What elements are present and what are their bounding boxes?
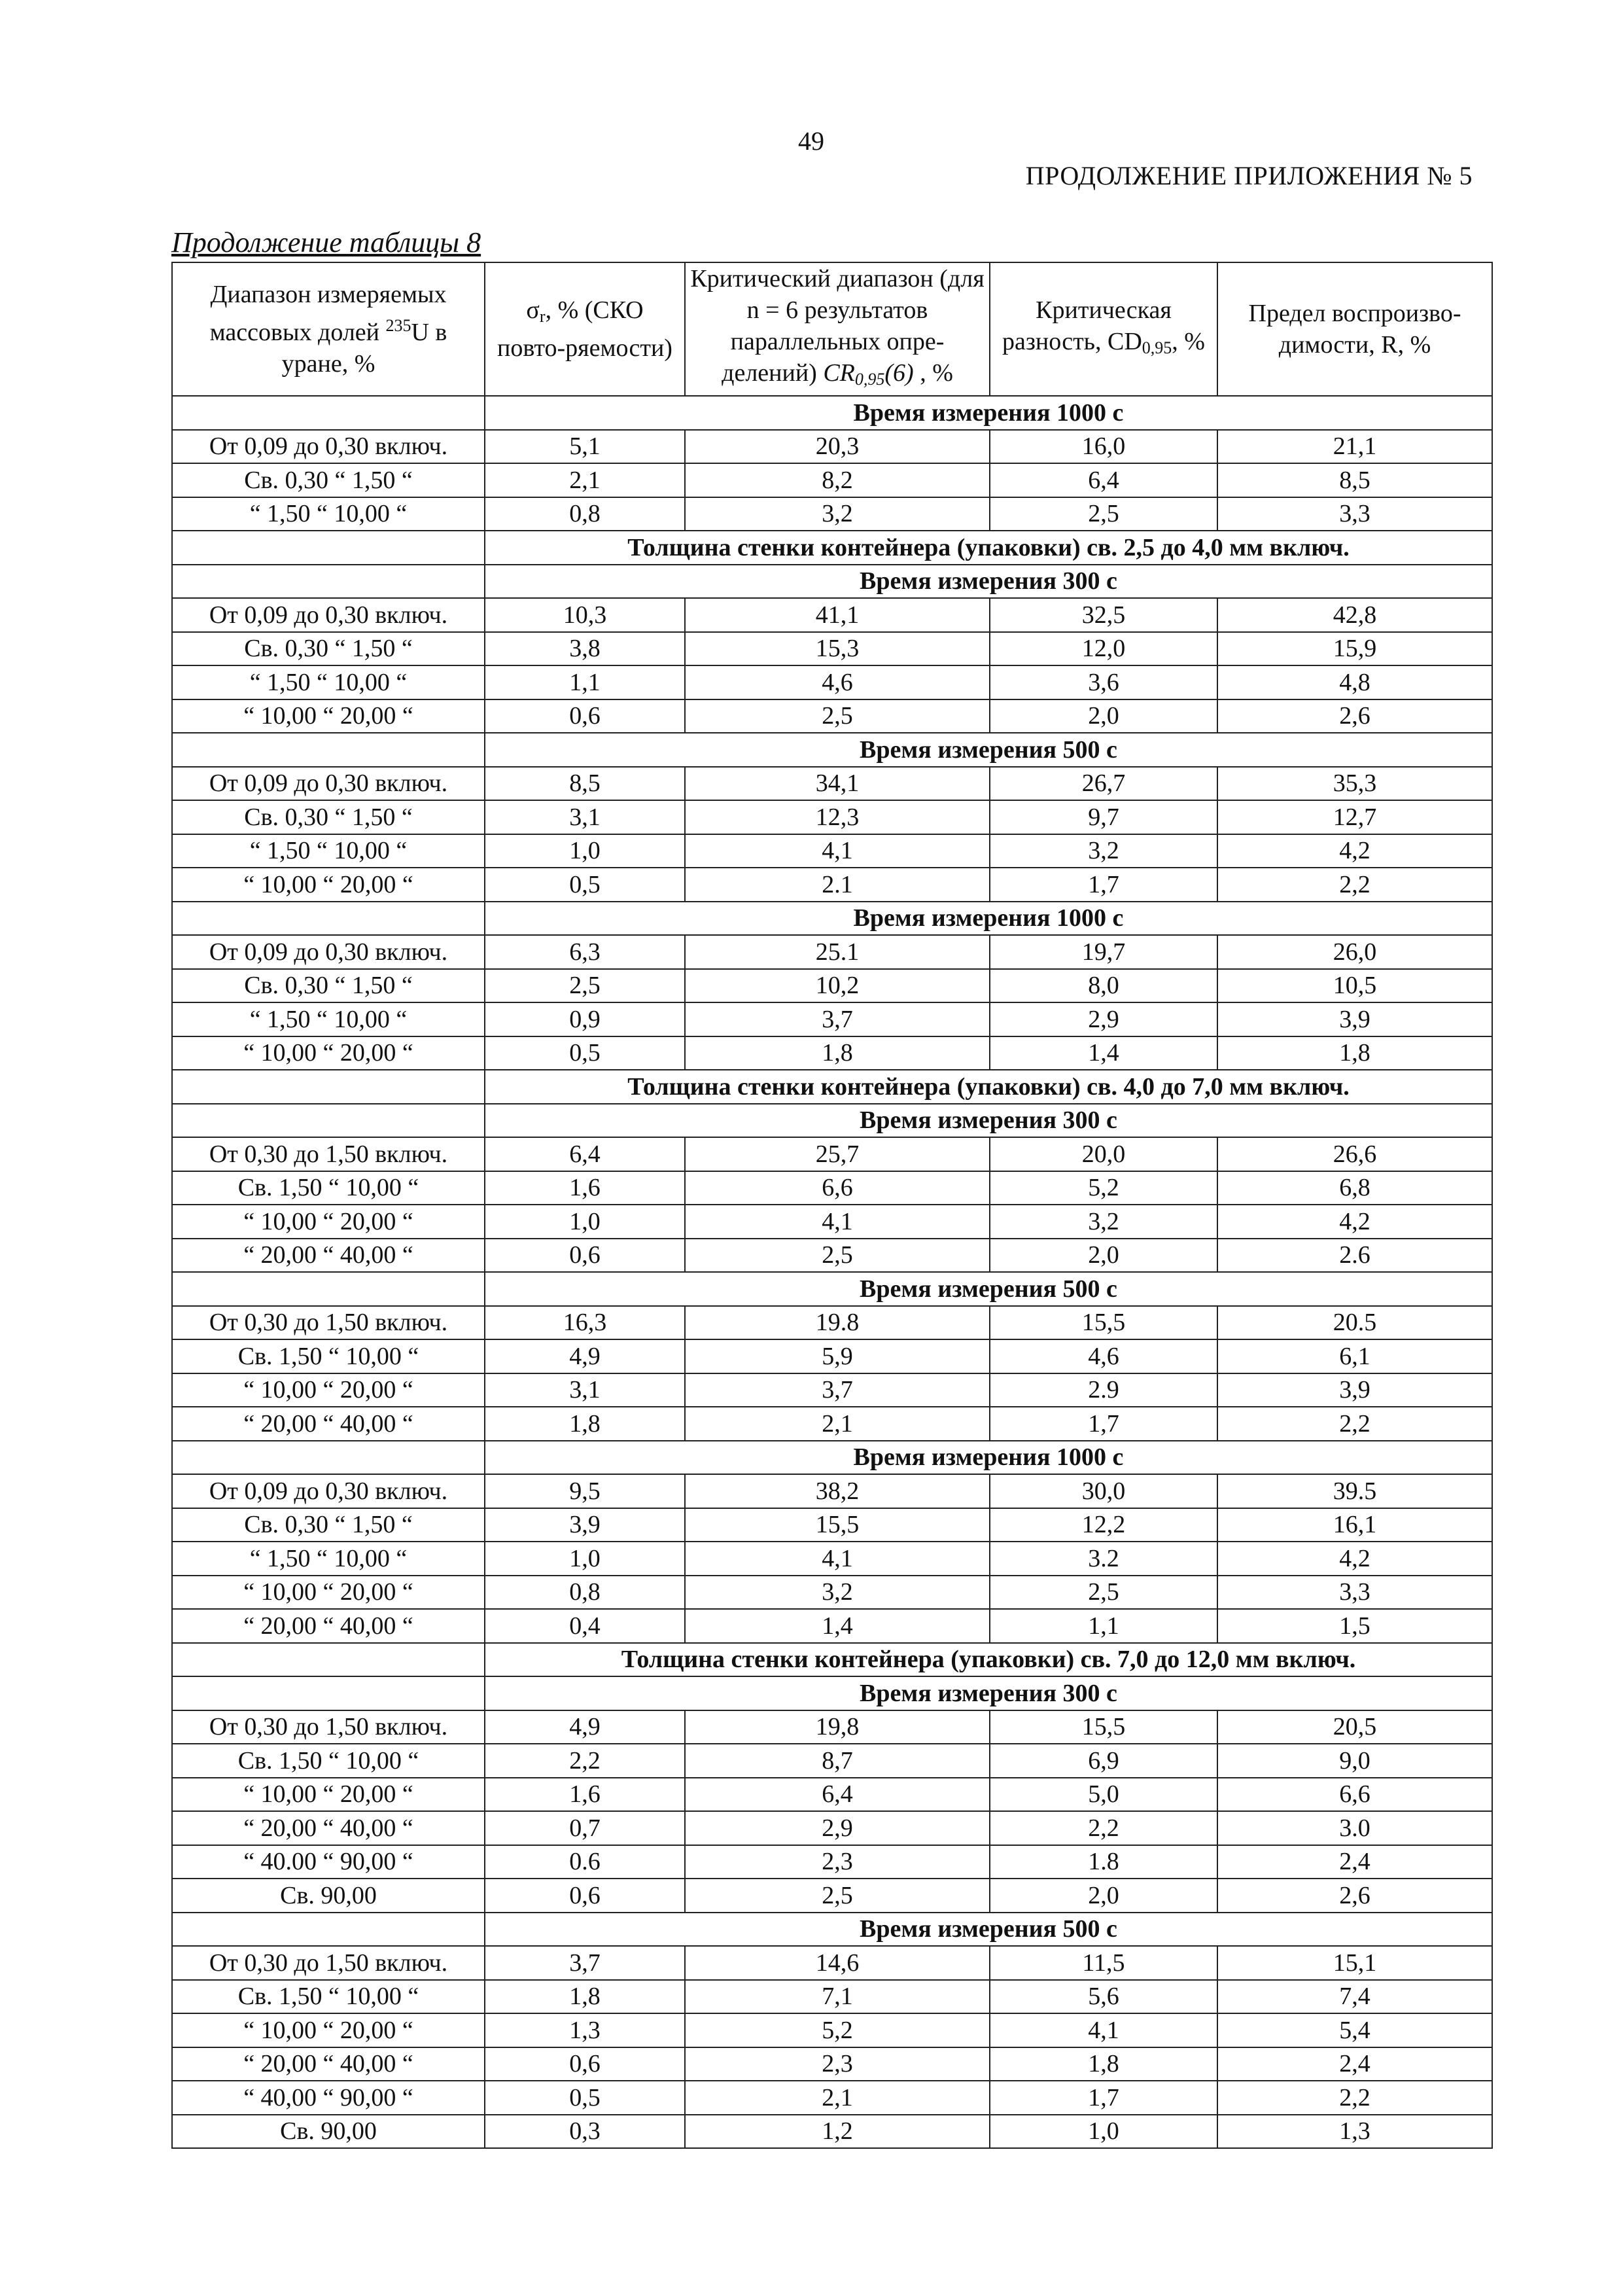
r-cell: 4,2 <box>1217 834 1492 868</box>
sr-cell: 3,9 <box>485 1508 685 1542</box>
cr-cell: 2,5 <box>685 1239 990 1273</box>
section-header-row <box>172 531 1492 565</box>
r-cell: 26,6 <box>1217 1137 1492 1171</box>
r-cell: 3.0 <box>1217 1811 1492 1845</box>
sr-cell: 1,8 <box>485 1407 685 1441</box>
wall-thickness-title: Толщина стенки контейнера (упаковки) св. 7,0 до 12,0 мм включ. <box>485 1643 1492 1677</box>
measurement-time-title: Время измерения 300 с <box>485 565 1492 599</box>
cd-cell: 2,5 <box>990 1576 1217 1610</box>
measurement-time-row <box>172 1913 1492 1947</box>
cd-cell: 1,7 <box>990 868 1217 902</box>
table-row <box>172 699 1492 733</box>
cd-cell: 2,9 <box>990 1002 1217 1036</box>
r-cell: 1,5 <box>1217 1609 1492 1643</box>
cd-cell: 1,0 <box>990 2115 1217 2149</box>
cr-cell: 7,1 <box>685 1980 990 2014</box>
range-cell: “ 10,00 “ 20,00 “ <box>172 2013 485 2047</box>
cd-cell: 8,0 <box>990 969 1217 1003</box>
cd-cell: 16,0 <box>990 430 1217 464</box>
cd-cell: 15,5 <box>990 1306 1217 1340</box>
range-cell: “ 20,00 “ 40,00 “ <box>172 1407 485 1441</box>
cr-cell: 2,5 <box>685 699 990 733</box>
range-cell: Св. 1,50 “ 10,00 “ <box>172 1744 485 1778</box>
range-cell: От 0,30 до 1,50 включ. <box>172 1710 485 1744</box>
table-row <box>172 2115 1492 2149</box>
sr-cell: 0,6 <box>485 1879 685 1913</box>
cd-cell: 1,1 <box>990 1609 1217 1643</box>
r-cell: 3,3 <box>1217 1576 1492 1610</box>
cr-cell: 1,4 <box>685 1609 990 1643</box>
r-cell: 12,7 <box>1217 800 1492 834</box>
cd-cell: 19,7 <box>990 935 1217 969</box>
cd-cell: 2,2 <box>990 1811 1217 1845</box>
cr-cell: 38,2 <box>685 1474 990 1508</box>
range-cell: “ 1,50 “ 10,00 “ <box>172 497 485 531</box>
cr-cell: 25,7 <box>685 1137 990 1171</box>
table-row <box>172 868 1492 902</box>
sr-cell: 4,9 <box>485 1710 685 1744</box>
range-cell: Св. 1,50 “ 10,00 “ <box>172 1980 485 2014</box>
cr-cell: 19,8 <box>685 1710 990 1744</box>
cr-cell: 2,1 <box>685 2081 990 2115</box>
precision-table <box>171 262 1493 2149</box>
table-row <box>172 2013 1492 2047</box>
measurement-time-title: Время измерения 500 с <box>485 733 1492 767</box>
sr-cell: 1,6 <box>485 1171 685 1205</box>
cr-cell: 8,7 <box>685 1744 990 1778</box>
r-cell: 2,2 <box>1217 1407 1492 1441</box>
r-cell: 26,0 <box>1217 935 1492 969</box>
range-cell: Св. 1,50 “ 10,00 “ <box>172 1171 485 1205</box>
range-cell: “ 40.00 “ 90,00 “ <box>172 1845 485 1879</box>
r-cell: 10,5 <box>1217 969 1492 1003</box>
empty-cell <box>172 396 485 430</box>
empty-cell <box>172 1441 485 1475</box>
cr-cell: 12,3 <box>685 800 990 834</box>
sr-cell: 1,1 <box>485 665 685 699</box>
r-cell: 7,4 <box>1217 1980 1492 2014</box>
r-cell: 6,6 <box>1217 1778 1492 1812</box>
sr-cell: 6,3 <box>485 935 685 969</box>
empty-cell <box>172 565 485 599</box>
r-cell: 20,5 <box>1217 1710 1492 1744</box>
table-row <box>172 1542 1492 1576</box>
cr-cell: 2.1 <box>685 868 990 902</box>
table-row <box>172 1710 1492 1744</box>
sr-cell: 0,4 <box>485 1609 685 1643</box>
sr-cell: 2,1 <box>485 463 685 497</box>
cd-cell: 1,8 <box>990 2047 1217 2081</box>
range-cell: Св. 0,30 “ 1,50 “ <box>172 969 485 1003</box>
range-cell: От 0,30 до 1,50 включ. <box>172 1137 485 1171</box>
cd-cell: 1.8 <box>990 1845 1217 1879</box>
r-cell: 35,3 <box>1217 767 1492 801</box>
cr-cell: 14,6 <box>685 1946 990 1980</box>
range-cell: “ 1,50 “ 10,00 “ <box>172 1002 485 1036</box>
cr-cell: 3,2 <box>685 497 990 531</box>
empty-cell <box>172 1070 485 1104</box>
r-cell: 2.6 <box>1217 1239 1492 1273</box>
cr-cell: 2,3 <box>685 2047 990 2081</box>
range-cell: “ 10,00 “ 20,00 “ <box>172 699 485 733</box>
table-row <box>172 430 1492 464</box>
measurement-time-row <box>172 1441 1492 1475</box>
table-row <box>172 1002 1492 1036</box>
cr-cell: 41,1 <box>685 598 990 632</box>
empty-cell <box>172 902 485 936</box>
sr-cell: 0,5 <box>485 868 685 902</box>
cr-cell: 3,2 <box>685 1576 990 1610</box>
r-cell: 2,2 <box>1217 2081 1492 2115</box>
sr-cell: 3,1 <box>485 800 685 834</box>
table-row <box>172 1474 1492 1508</box>
table-caption: Продолжение таблицы 8 <box>171 226 481 258</box>
cd-cell: 6,9 <box>990 1744 1217 1778</box>
empty-cell <box>172 1104 485 1138</box>
cr-cell: 5,2 <box>685 2013 990 2047</box>
sr-cell: 1,6 <box>485 1778 685 1812</box>
r-cell: 3,9 <box>1217 1002 1492 1036</box>
r-cell: 3,3 <box>1217 497 1492 531</box>
cd-cell: 3.2 <box>990 1542 1217 1576</box>
r-cell: 2,6 <box>1217 1879 1492 1913</box>
cr-cell: 2,9 <box>685 1811 990 1845</box>
cd-cell: 1,7 <box>990 1407 1217 1441</box>
r-cell: 15,1 <box>1217 1946 1492 1980</box>
table-row <box>172 2047 1492 2081</box>
r-cell: 20.5 <box>1217 1306 1492 1340</box>
measurement-time-title: Время измерения 500 с <box>485 1913 1492 1947</box>
table-row <box>172 1778 1492 1812</box>
range-cell: “ 10,00 “ 20,00 “ <box>172 1373 485 1407</box>
range-cell: Св. 0,30 “ 1,50 “ <box>172 463 485 497</box>
table-row <box>172 1811 1492 1845</box>
r-cell: 2,2 <box>1217 868 1492 902</box>
range-cell: “ 10,00 “ 20,00 “ <box>172 1205 485 1239</box>
cr-cell: 34,1 <box>685 767 990 801</box>
table-row <box>172 1373 1492 1407</box>
table-row <box>172 1879 1492 1913</box>
range-cell: Св. 90,00 <box>172 1879 485 1913</box>
cd-cell: 2,0 <box>990 1879 1217 1913</box>
cd-cell: 1,7 <box>990 2081 1217 2115</box>
sr-cell: 2,2 <box>485 1744 685 1778</box>
range-cell: “ 20,00 “ 40,00 “ <box>172 1239 485 1273</box>
sr-cell: 0.6 <box>485 1845 685 1879</box>
table-header-row <box>172 262 1492 396</box>
sr-cell: 2,5 <box>485 969 685 1003</box>
sr-cell: 3,1 <box>485 1373 685 1407</box>
r-cell: 15,9 <box>1217 632 1492 666</box>
cd-cell: 15,5 <box>990 1710 1217 1744</box>
empty-cell <box>172 1676 485 1710</box>
header-reproducibility-limit: Предел воспроизво-димости, R, % <box>1217 262 1492 396</box>
table-row <box>172 834 1492 868</box>
table-row <box>172 1306 1492 1340</box>
sr-cell: 3,7 <box>485 1946 685 1980</box>
table-row <box>172 463 1492 497</box>
range-cell: От 0,09 до 0,30 включ. <box>172 767 485 801</box>
table-row <box>172 1407 1492 1441</box>
empty-cell <box>172 1272 485 1306</box>
cd-cell: 2.9 <box>990 1373 1217 1407</box>
page-number: 49 <box>798 126 824 156</box>
cr-cell: 20,3 <box>685 430 990 464</box>
cd-cell: 4,6 <box>990 1339 1217 1373</box>
measurement-time-title: Время измерения 300 с <box>485 1104 1492 1138</box>
table-body <box>172 396 1492 2148</box>
sr-cell: 6,4 <box>485 1137 685 1171</box>
section-header-row <box>172 1643 1492 1677</box>
range-cell: От 0,30 до 1,50 включ. <box>172 1946 485 1980</box>
measurement-time-title: Время измерения 1000 с <box>485 1441 1492 1475</box>
table-row <box>172 800 1492 834</box>
cr-cell: 15,3 <box>685 632 990 666</box>
sr-cell: 5,1 <box>485 430 685 464</box>
range-cell: “ 10,00 “ 20,00 “ <box>172 1036 485 1070</box>
measurement-time-title: Время измерения 500 с <box>485 1272 1492 1306</box>
range-cell: От 0,09 до 0,30 включ. <box>172 935 485 969</box>
table-row <box>172 2081 1492 2115</box>
r-cell: 39.5 <box>1217 1474 1492 1508</box>
cr-cell: 4,1 <box>685 834 990 868</box>
r-cell: 3,9 <box>1217 1373 1492 1407</box>
sr-cell: 0,6 <box>485 699 685 733</box>
table-row <box>172 598 1492 632</box>
range-cell: Св. 1,50 “ 10,00 “ <box>172 1339 485 1373</box>
cd-cell: 11,5 <box>990 1946 1217 1980</box>
sr-cell: 1,0 <box>485 834 685 868</box>
measurement-time-title: Время измерения 1000 с <box>485 396 1492 430</box>
table-row <box>172 1137 1492 1171</box>
table-row <box>172 1609 1492 1643</box>
cd-cell: 2,0 <box>990 1239 1217 1273</box>
empty-cell <box>172 531 485 565</box>
cr-cell: 1,2 <box>685 2115 990 2149</box>
cr-cell: 19.8 <box>685 1306 990 1340</box>
cr-cell: 4,1 <box>685 1205 990 1239</box>
measurement-time-row <box>172 1104 1492 1138</box>
cd-cell: 4,1 <box>990 2013 1217 2047</box>
measurement-time-title: Время измерения 1000 с <box>485 902 1492 936</box>
range-cell: Св. 0,30 “ 1,50 “ <box>172 632 485 666</box>
sr-cell: 16,3 <box>485 1306 685 1340</box>
r-cell: 6,8 <box>1217 1171 1492 1205</box>
sr-cell: 0,8 <box>485 1576 685 1610</box>
range-cell: “ 10,00 “ 20,00 “ <box>172 868 485 902</box>
cd-cell: 5,6 <box>990 1980 1217 2014</box>
r-cell: 16,1 <box>1217 1508 1492 1542</box>
table-row <box>172 935 1492 969</box>
r-cell: 2,4 <box>1217 2047 1492 2081</box>
empty-cell <box>172 1913 485 1947</box>
range-cell: От 0,09 до 0,30 включ. <box>172 598 485 632</box>
sr-cell: 0,7 <box>485 1811 685 1845</box>
empty-cell <box>172 733 485 767</box>
cr-cell: 25.1 <box>685 935 990 969</box>
cr-cell: 8,2 <box>685 463 990 497</box>
table-row <box>172 665 1492 699</box>
table-row <box>172 497 1492 531</box>
range-cell: “ 1,50 “ 10,00 “ <box>172 665 485 699</box>
sr-cell: 9,5 <box>485 1474 685 1508</box>
table-row <box>172 1508 1492 1542</box>
cd-cell: 12,2 <box>990 1508 1217 1542</box>
sr-cell: 3,8 <box>485 632 685 666</box>
sr-cell: 1,8 <box>485 1980 685 2014</box>
table-row <box>172 1576 1492 1610</box>
table-row <box>172 1339 1492 1373</box>
r-cell: 1,8 <box>1217 1036 1492 1070</box>
range-cell: Св. 90,00 <box>172 2115 485 2149</box>
range-cell: От 0,09 до 0,30 включ. <box>172 1474 485 1508</box>
r-cell: 5,4 <box>1217 2013 1492 2047</box>
range-cell: “ 40,00 “ 90,00 “ <box>172 2081 485 2115</box>
range-cell: Св. 0,30 “ 1,50 “ <box>172 1508 485 1542</box>
cr-cell: 10,2 <box>685 969 990 1003</box>
cd-cell: 1,4 <box>990 1036 1217 1070</box>
range-cell: “ 1,50 “ 10,00 “ <box>172 834 485 868</box>
wall-thickness-title: Толщина стенки контейнера (упаковки) св. 2,5 до 4,0 мм включ. <box>485 531 1492 565</box>
measurement-time-title: Время измерения 300 с <box>485 1676 1492 1710</box>
table-row <box>172 1946 1492 1980</box>
sr-cell: 1,0 <box>485 1205 685 1239</box>
cr-cell: 4,6 <box>685 665 990 699</box>
sr-cell: 8,5 <box>485 767 685 801</box>
cr-cell: 4,1 <box>685 1542 990 1576</box>
cd-cell: 12,0 <box>990 632 1217 666</box>
cr-cell: 1,8 <box>685 1036 990 1070</box>
cr-cell: 15,5 <box>685 1508 990 1542</box>
table-row <box>172 767 1492 801</box>
sr-cell: 0,8 <box>485 497 685 531</box>
appendix-header: ПРОДОЛЖЕНИЕ ПРИЛОЖЕНИЯ № 5 <box>1025 161 1473 190</box>
cr-cell: 2,3 <box>685 1845 990 1879</box>
header-critical-difference: Критическая разность, $CD_{0,95}$, % <box>990 262 1217 396</box>
measurement-time-row <box>172 1676 1492 1710</box>
table-row <box>172 1980 1492 2014</box>
table-row <box>172 969 1492 1003</box>
cd-cell: 26,7 <box>990 767 1217 801</box>
cd-cell: 30,0 <box>990 1474 1217 1508</box>
cr-cell: 2,5 <box>685 1879 990 1913</box>
cd-cell: 9,7 <box>990 800 1217 834</box>
cd-cell: 3,6 <box>990 665 1217 699</box>
r-cell: 9,0 <box>1217 1744 1492 1778</box>
r-cell: 4,2 <box>1217 1205 1492 1239</box>
range-cell: “ 10,00 “ 20,00 “ <box>172 1576 485 1610</box>
table-row <box>172 1171 1492 1205</box>
sr-cell: 4,9 <box>485 1339 685 1373</box>
range-cell: “ 1,50 “ 10,00 “ <box>172 1542 485 1576</box>
wall-thickness-title: Толщина стенки контейнера (упаковки) св. 4,0 до 7,0 мм включ. <box>485 1070 1492 1104</box>
measurement-time-row <box>172 733 1492 767</box>
range-cell: Св. 0,30 “ 1,50 “ <box>172 800 485 834</box>
range-cell: От 0,30 до 1,50 включ. <box>172 1306 485 1340</box>
cd-cell: 2,0 <box>990 699 1217 733</box>
table-row <box>172 1239 1492 1273</box>
r-cell: 4,8 <box>1217 665 1492 699</box>
cd-cell: 5,0 <box>990 1778 1217 1812</box>
table-row <box>172 1205 1492 1239</box>
sr-cell: 0,3 <box>485 2115 685 2149</box>
measurement-time-row <box>172 902 1492 936</box>
r-cell: 21,1 <box>1217 430 1492 464</box>
r-cell: 2,6 <box>1217 699 1492 733</box>
cd-cell: 20,0 <box>990 1137 1217 1171</box>
measurement-time-row <box>172 1272 1492 1306</box>
cr-cell: 6,6 <box>685 1171 990 1205</box>
sr-cell: 0,6 <box>485 1239 685 1273</box>
cd-cell: 2,5 <box>990 497 1217 531</box>
sr-cell: 0,6 <box>485 2047 685 2081</box>
cd-cell: 5,2 <box>990 1171 1217 1205</box>
cr-cell: 3,7 <box>685 1002 990 1036</box>
cd-cell: 6,4 <box>990 463 1217 497</box>
r-cell: 4,2 <box>1217 1542 1492 1576</box>
cd-cell: 32,5 <box>990 598 1217 632</box>
sr-cell: 0,5 <box>485 1036 685 1070</box>
table-row <box>172 632 1492 666</box>
sr-cell: 0,5 <box>485 2081 685 2115</box>
measurement-time-row <box>172 565 1492 599</box>
cd-cell: 3,2 <box>990 834 1217 868</box>
r-cell: 2,4 <box>1217 1845 1492 1879</box>
range-cell: “ 20,00 “ 40,00 “ <box>172 1609 485 1643</box>
empty-cell <box>172 1643 485 1677</box>
range-cell: От 0,09 до 0,30 включ. <box>172 430 485 464</box>
cr-cell: 6,4 <box>685 1778 990 1812</box>
r-cell: 8,5 <box>1217 463 1492 497</box>
range-cell: “ 20,00 “ 40,00 “ <box>172 1811 485 1845</box>
range-cell: “ 10,00 “ 20,00 “ <box>172 1778 485 1812</box>
table-row <box>172 1036 1492 1070</box>
header-range: Диапазон измеряемых массовых долей $^{235}$U в уране, % <box>172 262 485 396</box>
range-cell: “ 20,00 “ 40,00 “ <box>172 2047 485 2081</box>
r-cell: 1,3 <box>1217 2115 1492 2149</box>
table-row <box>172 1845 1492 1879</box>
cr-cell: 5,9 <box>685 1339 990 1373</box>
r-cell: 42,8 <box>1217 598 1492 632</box>
header-critical-range: Критический диапазон (для n = 6 результатов параллельных опре-делений) $CR_{0,95}(6)$ , % <box>685 262 990 396</box>
cd-cell: 3,2 <box>990 1205 1217 1239</box>
sr-cell: 1,0 <box>485 1542 685 1576</box>
sr-cell: 0,9 <box>485 1002 685 1036</box>
sr-cell: 1,3 <box>485 2013 685 2047</box>
header-repeatability-sd: $\sigma_r$, % (СКО повто-ряемости) <box>485 262 685 396</box>
measurement-time-row <box>172 396 1492 430</box>
r-cell: 6,1 <box>1217 1339 1492 1373</box>
section-header-row <box>172 1070 1492 1104</box>
cr-cell: 2,1 <box>685 1407 990 1441</box>
table-row <box>172 1744 1492 1778</box>
cr-cell: 3,7 <box>685 1373 990 1407</box>
sr-cell: 10,3 <box>485 598 685 632</box>
